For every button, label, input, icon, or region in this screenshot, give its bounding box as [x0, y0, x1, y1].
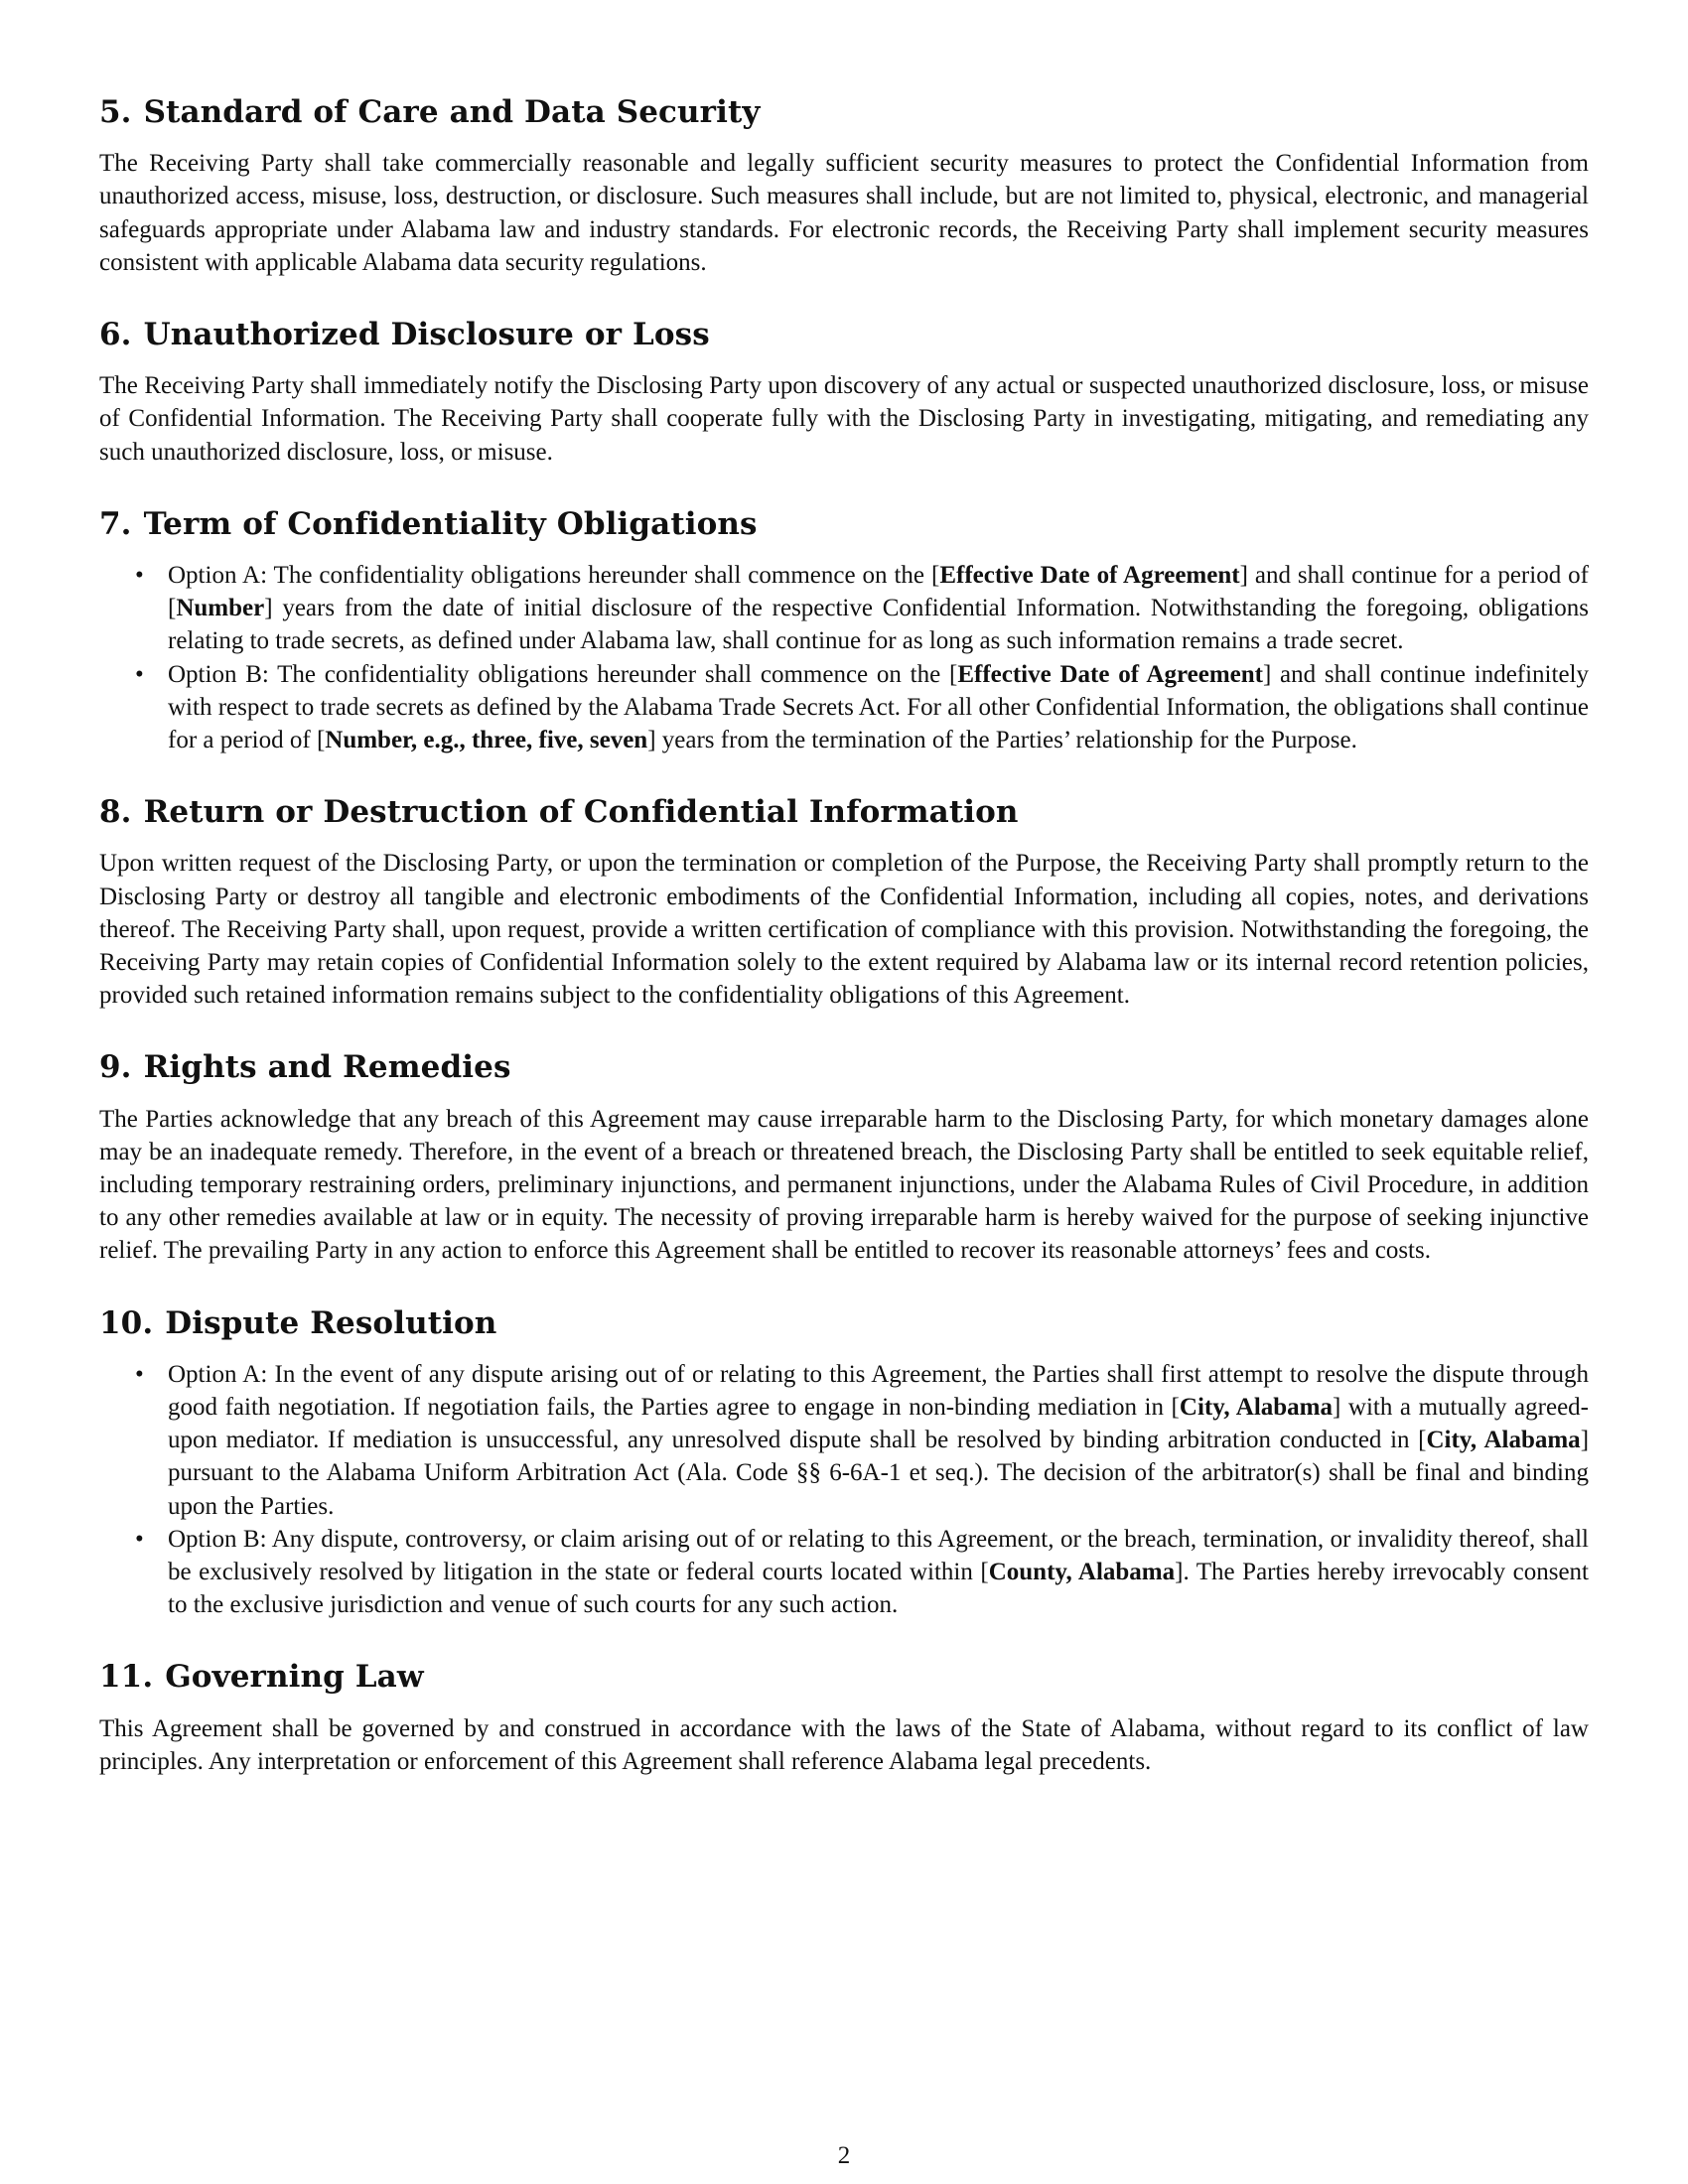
section-number: 5. — [99, 94, 132, 130]
section-5-heading — [99, 94, 1589, 131]
section-5-body: The Receiving Party shall take commercially reasonable and legally sufficient security measures to protect the Confidential Information from unauthorized access, misuse, loss, destruction, or disclosure. Such measures shall include, but are not limited to, physical, electronic, and managerial safeguards appropriate under Alabama law and industry standards. For electronic records, the Receiving Party shall implement security measures consistent with applicable Alabama data security regulations. — [99, 150, 1589, 276]
option-text: Option B: Any dispute, controversy, or claim arising out of or relating to this Agreement, or the breach, termination, or invalidity thereof, shall be exclusively resolved by litigation in the state or federal courts located within [ — [168, 1525, 1589, 1586]
option-text: ] years from the date of initial disclosure of the respective Confidential Information. Notwithstanding the foregoing, obligations relating to trade secrets, as defined under Alabama law, shall continue for as long as such information remains a trade secret. — [168, 595, 1589, 655]
option-text: Option B: The confidentiality obligations hereunder shall commence on the [ — [168, 660, 958, 688]
option-text: Option A: In the event of any dispute arising out of or relating to this Agreement, the Parties shall first attempt to resolve the dispute through good faith negotiation. If negotiation fails, the Parties agree to engage in non-binding mediation in [ — [168, 1360, 1589, 1421]
section-title: Rights and Remedies — [143, 1049, 511, 1086]
section-9 — [99, 1049, 1589, 1267]
placeholder-field: City, Alabama — [1426, 1427, 1581, 1454]
section-9-heading — [99, 1049, 1589, 1086]
section-6-body: The Receiving Party shall immediately notify the Disclosing Party upon discovery of any actual or suspected unauthorized disclosure, loss, or misuse of Confidential Information. The Receiving Party shall cooperate fully with the Disclosing Party in investigating, mitigating, and remediating any such unauthorized disclosure, loss, or misuse. — [99, 372, 1589, 466]
section-number: 6. — [99, 317, 132, 352]
section-number: 11. — [99, 1659, 154, 1696]
option-text: ] with a mutually agreed-upon mediator. If mediation is unsuccessful, any unresolved dispute shall be resolved by binding arbitration conducted in [ — [168, 1394, 1589, 1454]
section-8-heading — [99, 794, 1589, 831]
placeholder-field: County, Alabama — [988, 1559, 1176, 1586]
section-title: Dispute Resolution — [165, 1304, 497, 1341]
section-10-options — [99, 1358, 1589, 1622]
section-title: Return or Destruction of Confidential Information — [143, 794, 1019, 831]
option-text: ] and shall continue indefinitely with respect to trade secrets as defined by the Alabama Trade Secrets Act. For all other Confidential Information, the obligations shall continue for a period of [ — [168, 660, 1589, 753]
section-7-option-b — [99, 658, 1589, 757]
page-number: 2 — [837, 2142, 851, 2169]
section-7-option-a — [99, 559, 1589, 658]
placeholder-field: Effective Date of Agreement — [957, 660, 1263, 688]
section-number: 10. — [99, 1304, 154, 1341]
option-text: ]. The Parties hereby irrevocably consent to the exclusive jurisdiction and venue of such courts for any such action. — [168, 1559, 1589, 1619]
section-6-heading — [99, 317, 1589, 353]
section-title: Unauthorized Disclosure or Loss — [143, 317, 710, 352]
section-11-heading — [99, 1659, 1589, 1696]
option-text: ] and shall continue for a period of [ — [168, 561, 1589, 622]
option-text: ] pursuant to the Alabama Uniform Arbitration Act (Ala. Code §§ 6-6A-1 et seq.). The decision of the arbitrator(s) shall be final and binding upon the Parties. — [168, 1427, 1590, 1520]
section-title: Term of Confidentiality Obligations — [143, 505, 758, 542]
placeholder-field: Number, e.g., three, five, seven — [325, 727, 648, 753]
placeholder-field: Number — [176, 595, 265, 622]
section-7 — [99, 506, 1589, 756]
section-number: 9. — [99, 1049, 132, 1086]
section-10-option-a — [99, 1358, 1589, 1523]
placeholder-field: Effective Date of Agreement — [939, 561, 1240, 589]
section-title: Standard of Care and Data Security — [143, 94, 761, 130]
section-7-options — [99, 559, 1589, 756]
section-11 — [99, 1659, 1589, 1778]
section-number: 7. — [99, 505, 132, 542]
option-text: Option A: The confidentiality obligations hereunder shall commence on the [ — [168, 561, 940, 589]
section-title: Governing Law — [165, 1659, 424, 1696]
section-6 — [99, 317, 1589, 469]
section-8 — [99, 794, 1589, 1012]
section-11-body: This Agreement shall be governed by and construed in accordance with the laws of the State of Alabama, without regard to its conflict of law principles. Any interpretation or enforcement of this Agreement shall reference Alabama legal precedents. — [99, 1714, 1589, 1775]
section-number: 8. — [99, 794, 132, 831]
section-10-option-b — [99, 1523, 1589, 1622]
section-9-body: The Parties acknowledge that any breach of this Agreement may cause irreparable harm to the Disclosing Party, for which monetary damages alone may be an inadequate remedy. Therefore, in the event of a breach or threatened breach, the Disclosing Party shall be entitled to seek equitable relief, including temporary restraining orders, preliminary injunctions, and permanent injunctions, under the Alabama Rules of Civil Procedure, in addition to any other remedies available at law or in equity. The necessity of proving irreparable harm is hereby waived for the purpose of seeking injunctive relief. The prevailing Party in any action to enforce this Agreement shall be entitled to recover its reasonable attorneys’ fees and costs. — [99, 1105, 1589, 1265]
placeholder-field: City, Alabama — [1179, 1394, 1334, 1421]
section-5 — [99, 94, 1589, 279]
document-page — [99, 94, 1589, 1816]
section-8-body: Upon written request of the Disclosing Party, or upon the termination or completion of the Purpose, the Receiving Party shall promptly return to the Disclosing Party or destroy all tangible and electronic embodiments of the Confidential Information, including all copies, notes, and derivations thereof. The Receiving Party shall, upon request, provide a written certification of compliance with this provision. Notwithstanding the foregoing, the Receiving Party may retain copies of Confidential Information solely to the extent required by Alabama law or its internal record retention policies, provided such retained information remains subject to the confidentiality obligations of this Agreement. — [99, 850, 1589, 1010]
section-10 — [99, 1305, 1589, 1622]
section-10-heading — [99, 1305, 1589, 1342]
section-7-heading — [99, 506, 1589, 543]
option-text: ] years from the termination of the Parties’ relationship for the Purpose. — [647, 727, 1357, 753]
